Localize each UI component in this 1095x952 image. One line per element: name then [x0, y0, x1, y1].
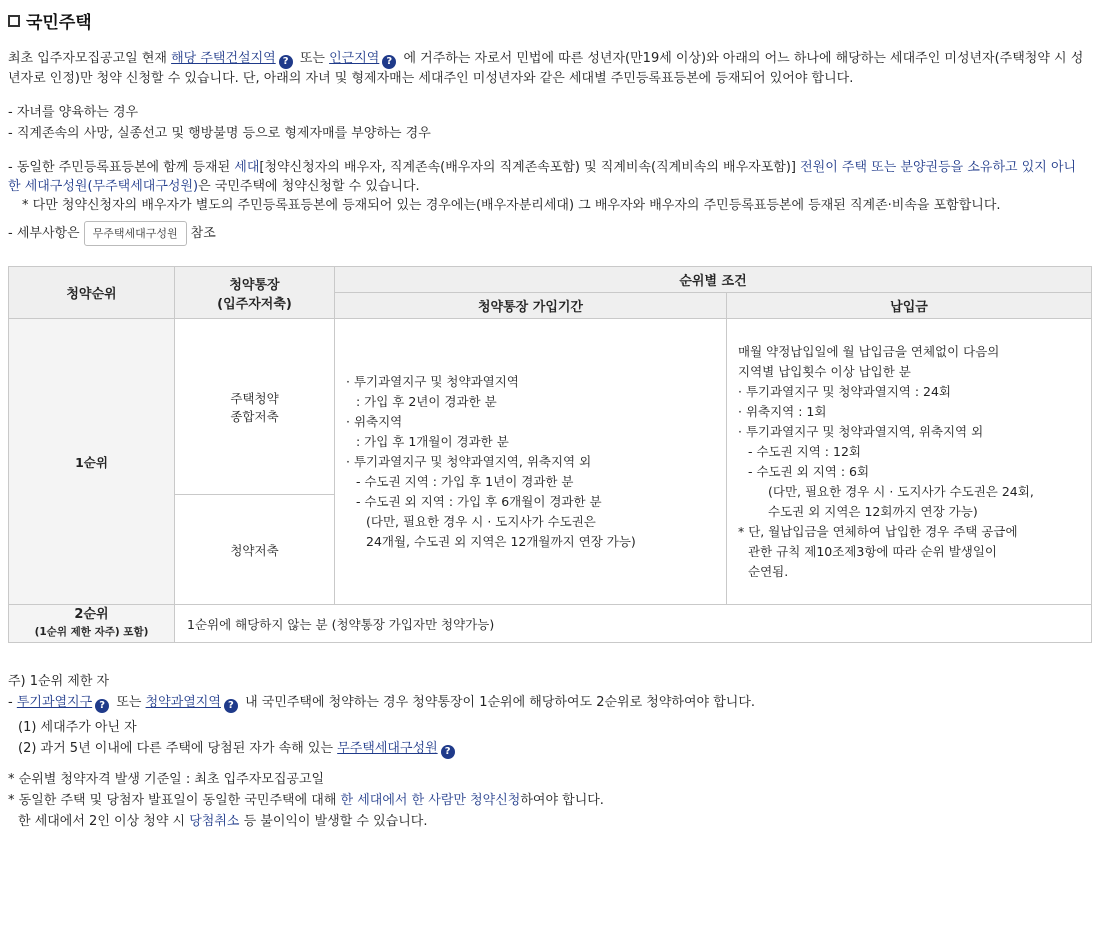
section-title: 국민주택: [26, 13, 92, 33]
help-icon[interactable]: ?: [382, 55, 396, 69]
header-account: [175, 267, 335, 319]
payment-line: 순연됨.: [748, 563, 789, 579]
footnote-note: [8, 811, 1087, 832]
household-highlight: 세대: [234, 160, 260, 175]
payment-line: - 수도권 지역 : 12회: [748, 443, 861, 459]
link-overheated-district[interactable]: 투기과열지구: [16, 695, 93, 710]
period-line: · 투기과열지구 및 청약과열지역: [346, 373, 519, 389]
period-line: - 수도권 지역 : 가입 후 1년이 경과한 분: [356, 473, 574, 489]
footnote-title: 주) 1순위 제한 자: [8, 674, 110, 689]
account-comprehensive-line: 주택청약: [230, 390, 279, 406]
header-payment: 납입금: [727, 293, 1092, 319]
intro-text: 최초 입주자모집공고일 현재: [8, 51, 172, 66]
footnote-note: * 순위별 청약자격 발생 기준일 : 최초 입주자모집공고일: [8, 772, 325, 787]
payment-line: 수도권 외 지역은 12회까지 연장 가능): [768, 503, 978, 519]
account-subscription: 청약저축: [175, 495, 335, 605]
household-highlight: 전원이 주택 또는 분양권등을 소유하고 있지 아니한 세대구성원(무주택세대구성원): [8, 160, 1077, 194]
footnote-highlight: 한 세대에서 한 사람만 청약신청: [340, 793, 521, 808]
footnote-item: (1) 세대주가 아닌 자: [18, 720, 137, 735]
period-line: - 수도권 외 지역 : 가입 후 6개월이 경과한 분: [356, 493, 602, 509]
footnote-text: 하여야 합니다.: [520, 793, 604, 808]
footnote-text: 또는: [112, 695, 146, 710]
header-conditions: 순위별 조건: [335, 267, 1092, 293]
rank2-label: 2순위: [74, 607, 109, 622]
footnote-text: (2) 과거 5년 이내에 다른 주택에 당첨된 자가 속해 있는: [18, 741, 338, 756]
help-icon[interactable]: ?: [95, 699, 109, 713]
period-cell: [335, 319, 727, 605]
household-note: * 다만 청약신청자의 배우자가 별도의 주민등록표등본에 등재되어 있는 경우에는(배우자분리세대) 그 배우자와 배우자의 주민등록표등본에 등재된 직계존·비속을 포함합니다.: [22, 198, 1001, 213]
header-account-sub: (입주자저축): [217, 296, 292, 312]
footnote-item: [8, 738, 1087, 759]
section-header: [8, 8, 1087, 33]
footnote-text: 등 불이익이 발생할 수 있습니다.: [239, 814, 428, 829]
detail-prefix: - 세부사항은: [8, 226, 80, 241]
period-line: : 가입 후 2년이 경과한 분: [356, 393, 497, 409]
footnote-highlight: 당첨취소: [189, 814, 240, 829]
payment-cell: [727, 319, 1092, 605]
intro-text: 또는: [295, 51, 330, 66]
header-period: 청약통장 가입기간: [335, 293, 727, 319]
rank-table: [8, 266, 1092, 643]
period-line: 24개월, 수도권 외 지역은 12개월까지 연장 가능): [366, 533, 636, 549]
help-icon[interactable]: ?: [441, 745, 455, 759]
rank1-cell: 1순위: [9, 319, 175, 605]
detail-suffix: 참조: [190, 226, 216, 241]
footnote-note: [8, 790, 1087, 811]
link-homeless-member[interactable]: 무주택세대구성원: [337, 741, 438, 756]
condition-list: [8, 102, 1087, 144]
payment-line: - 수도권 외 지역 : 6회: [748, 463, 870, 479]
rank2-description: 1순위에 해당하지 않는 분 (청약통장 가입자만 청약가능): [175, 605, 1092, 643]
household-text: [청약신청자의 배우자, 직계존속(배우자의 직계존속포함) 및 직계비속(직계비속의 배우자포함)]: [259, 160, 801, 175]
square-bullet-icon: [8, 15, 20, 27]
link-overheated-area[interactable]: 청약과열지역: [145, 695, 221, 710]
period-line: : 가입 후 1개월이 경과한 분: [356, 433, 509, 449]
detail-line: [8, 221, 1087, 246]
help-icon[interactable]: ?: [224, 699, 238, 713]
footnote-text: -: [8, 695, 17, 710]
account-comprehensive: [175, 319, 335, 495]
payment-line: * 단, 월납입금을 연체하여 납입한 경우 주택 공급에: [738, 523, 1018, 539]
payment-line: · 위축지역 : 1회: [738, 403, 827, 419]
condition-item: - 직계존속의 사망, 실종선고 및 행방불명 등으로 형제자매를 부양하는 경우: [8, 126, 431, 141]
rank2-sub: (1순위 제한 자주) 포함): [34, 626, 149, 638]
header-account-label: 청약통장: [229, 277, 280, 293]
account-comprehensive-line: 종합저축: [230, 408, 279, 424]
payment-line: 지역별 납입횟수 이상 납입한 분: [738, 363, 911, 379]
household-text: 은 국민주택에 청약신청할 수 있습니다.: [198, 179, 420, 194]
period-line: · 위축지역: [346, 413, 403, 429]
payment-line: (다만, 필요한 경우 시 · 도지사가 수도권은 24회,: [768, 483, 1034, 499]
footnote-section: [8, 671, 1087, 832]
help-icon[interactable]: ?: [279, 55, 293, 69]
link-nearby-area[interactable]: 인근지역: [329, 51, 380, 66]
period-line: (다만, 필요한 경우 시 · 도지사가 수도권은: [366, 513, 596, 529]
intro-paragraph: [8, 49, 1087, 88]
period-list: [336, 366, 725, 558]
payment-list: [728, 336, 1090, 588]
payment-line: 관한 규칙 제10조제3항에 따라 순위 발생일이: [748, 543, 998, 559]
condition-item: - 자녀를 양육하는 경우: [8, 105, 139, 120]
payment-line: · 투기과열지구 및 청약과열지역, 위축지역 외: [738, 423, 984, 439]
household-text: - 동일한 주민등록표등본에 함께 등재된: [8, 160, 235, 175]
footnote-text: * 동일한 주택 및 당첨자 발표일이 동일한 국민주택에 대해: [8, 793, 341, 808]
footnote-line: [8, 692, 1087, 713]
link-housing-area[interactable]: 해당 주택건설지역: [171, 51, 276, 66]
household-paragraph: [8, 158, 1087, 196]
homeless-member-button[interactable]: 무주택세대구성원: [84, 221, 187, 246]
footnote-text: 한 세대에서 2인 이상 청약 시: [18, 814, 190, 829]
intro-text: 에 거주하는 자로서 민법에 따른 성년자(만19세 이상)와 아래의 어느 하나에 해당하는 세대주인 미성년자(주택청약 시 성년자로 인정)만 청약 신청할 수 있습니다. 단, 아래의 자녀 및 형제자매는 세대주인 미성년자와 같은 세대별 주민등록표등본에 등재되어 있어야 합니다.: [8, 51, 1084, 86]
period-line: · 투기과열지구 및 청약과열지역, 위축지역 외: [346, 453, 592, 469]
header-rank: 청약순위: [9, 267, 175, 319]
footnote-text: 내 국민주택에 청약하는 경우 청약통장이 1순위에 해당하여도 2순위로 청약하여야 합니다.: [240, 695, 756, 710]
rank2-cell: [9, 605, 175, 643]
payment-line: 매월 약정납입일에 월 납입금을 연체없이 다음의: [738, 343, 1000, 359]
payment-line: · 투기과열지구 및 청약과열지역 : 24회: [738, 383, 952, 399]
